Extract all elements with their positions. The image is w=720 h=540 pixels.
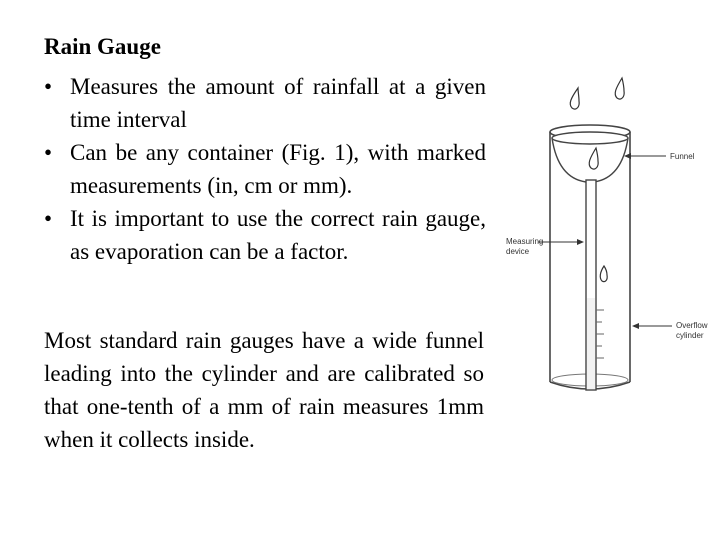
- raindrop-icon: [589, 148, 598, 169]
- overflow-arrowhead-icon: [632, 323, 639, 329]
- overflow-cylinder-label: Overflow: [676, 321, 708, 330]
- rain-gauge-diagram: [500, 70, 720, 410]
- bullet-list: [44, 70, 486, 268]
- bullet-item: [44, 136, 486, 202]
- bullet-item: [44, 202, 486, 268]
- tube-scale: [596, 310, 604, 358]
- measuring-arrowhead-icon: [577, 239, 584, 245]
- measured-water: [587, 298, 595, 389]
- bullet-dot-icon: •: [44, 206, 53, 231]
- funnel-rim: [552, 132, 628, 144]
- measuring-device-label: device: [506, 247, 530, 256]
- measuring-device-label: Measuring: [506, 237, 544, 246]
- bullet-text: It is important to use the correct rain gauge, as evaporation can be a factor.: [70, 206, 486, 264]
- bullet-text: Measures the amount of rainfall at a given time interval: [70, 74, 486, 132]
- slide-title: Rain Gauge: [44, 34, 161, 59]
- raindrop-icon: [570, 88, 579, 109]
- funnel-label: Funnel: [670, 152, 695, 161]
- raindrop-icon: [615, 78, 624, 99]
- body-paragraph: Most standard rain gauges have a wide funnel leading into the cylinder and are calibrated so that one-tenth of a mm of rain measures 1mm when it collects inside.: [44, 328, 484, 452]
- bullet-text: Can be any container (Fig. 1), with marked measurements (in, cm or mm).: [70, 140, 486, 198]
- bullet-item: [44, 70, 486, 136]
- overflow-cylinder-label: cylinder: [676, 331, 704, 340]
- raindrop-icon: [600, 266, 607, 282]
- bullet-dot-icon: •: [44, 74, 53, 99]
- bullet-dot-icon: •: [44, 140, 53, 165]
- funnel-arrowhead-icon: [624, 153, 631, 159]
